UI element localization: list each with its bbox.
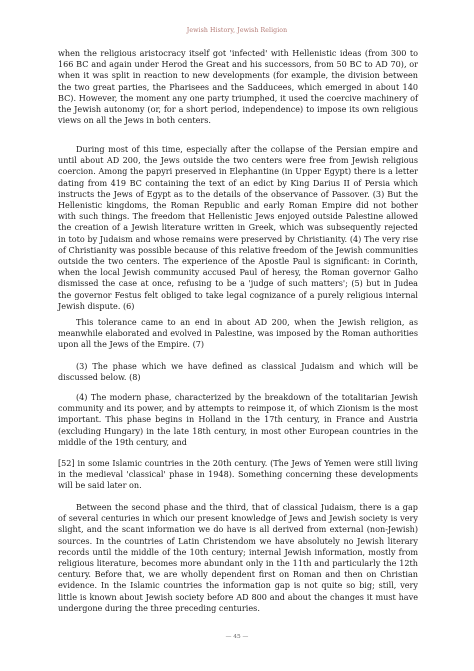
paragraph: [58, 458, 418, 492]
paragraph: [58, 361, 418, 383]
paragraph-text: (4) The modern phase, characterized by the breakdown of the totalitarian Jewish community and its power, and by attempts to reimpose it, of which Zionism is the most important. This phase begins in Holland in the 17th century, in France and Austria (excluding Hungary) in the late 18th century, in most other European countries in the middle of the 19th century, and: [58, 392, 418, 447]
paragraph-text: (3) The phase which we have defined as classical Judaism and which will be discussed below. (8): [58, 361, 418, 383]
paragraph: [58, 502, 418, 614]
paragraph: [58, 48, 418, 126]
paragraph-text: This tolerance came to an end in about AD 200, when the Jewish religion, as meanwhile elaborated and evolved in Palestine, was imposed by the Roman authorities upon all the Jews of the Empire. (7): [58, 317, 418, 350]
paragraph: [58, 392, 418, 448]
paragraph-text: Between the second phase and the third, that of classical Judaism, there is a gap of several centuries in which our present knowledge of Jews and Jewish society is very slight, and the scant information we do have is all derived from external (non-Jewish) sources. In the countries of Latin Christendom we have absolutely no Jewish literary records until the middle of the 10th century; internal Jewish information, mostly from religious literature, becomes more abundant only in the 11th and particularly the 12th century. Before that, we are wholly dependent first on Roman and then on Christian evidence. In the Islamic countries the information gap is not quite so big; still, very little is known about Jewish society before AD 800 and about the changes it must have undergone during the three preceding centuries.: [58, 502, 418, 613]
paragraph-text: [52] in some Islamic countries in the 20th century. (The Jews of Yemen were still living in the medieval 'classical' phase in 1948). Something concerning these developments will be said later on.: [58, 458, 418, 491]
paragraph-text: During most of this time, especially after the collapse of the Persian empire and until about AD 200, the Jews outside the two centers were free from Jewish religious coercion. Among the papyri preserved in Elephantine (in Upper Egypt) there is a letter dating from 419 BC containing the text of an edict by King Darius II of Persia which instructs the Jews of Egypt as to the details of the observance of Passover. (3) But the Hellenistic kingdoms, the Roman Republic and early Roman Empire did not bother with such things. The freedom that Hellenistic Jews enjoyed outside Palestine allowed the creation of a Jewish literature written in Greek, which was subsequently rejected in toto by Judaism and whose remains were preserved by Christianity. (4) The very rise of Christianity was possible because of this relative freedom of the Jewish communities outside the two centers. The experience of the Apostle Paul is significant: in Corinth, when the local Jewish community accused Paul of heresy, the Roman governor Galho dismissed the case at once, refusing to be a 'judge of such matters'; (5) but in Judea the governor Festus felt obliged to take legal cognizance of a purely religious internal Jewish dispute. (6): [58, 144, 418, 311]
paragraph: [58, 317, 418, 351]
page-number: — 45 —: [225, 634, 249, 640]
paragraph-text: when the religious aristocracy itself got 'infected' with Hellenistic ideas (from 300 to 166 BC and again under Herod the Great and his successors, from 50 BC to AD 70), or when it was split in reaction to new developments (for example, the division between the two great parties, the Pharisees and the Sadducees, which emerged in about 140 BC). However, the moment any one party triumphed, it used the coercive machinery of the Jewish autonomy (or, for a short period, independence) to impose its own religious views on all the Jews in both centers.: [58, 48, 418, 126]
paragraph: [58, 144, 418, 312]
running-header: Jewish History, Jewish Religion: [186, 27, 288, 34]
